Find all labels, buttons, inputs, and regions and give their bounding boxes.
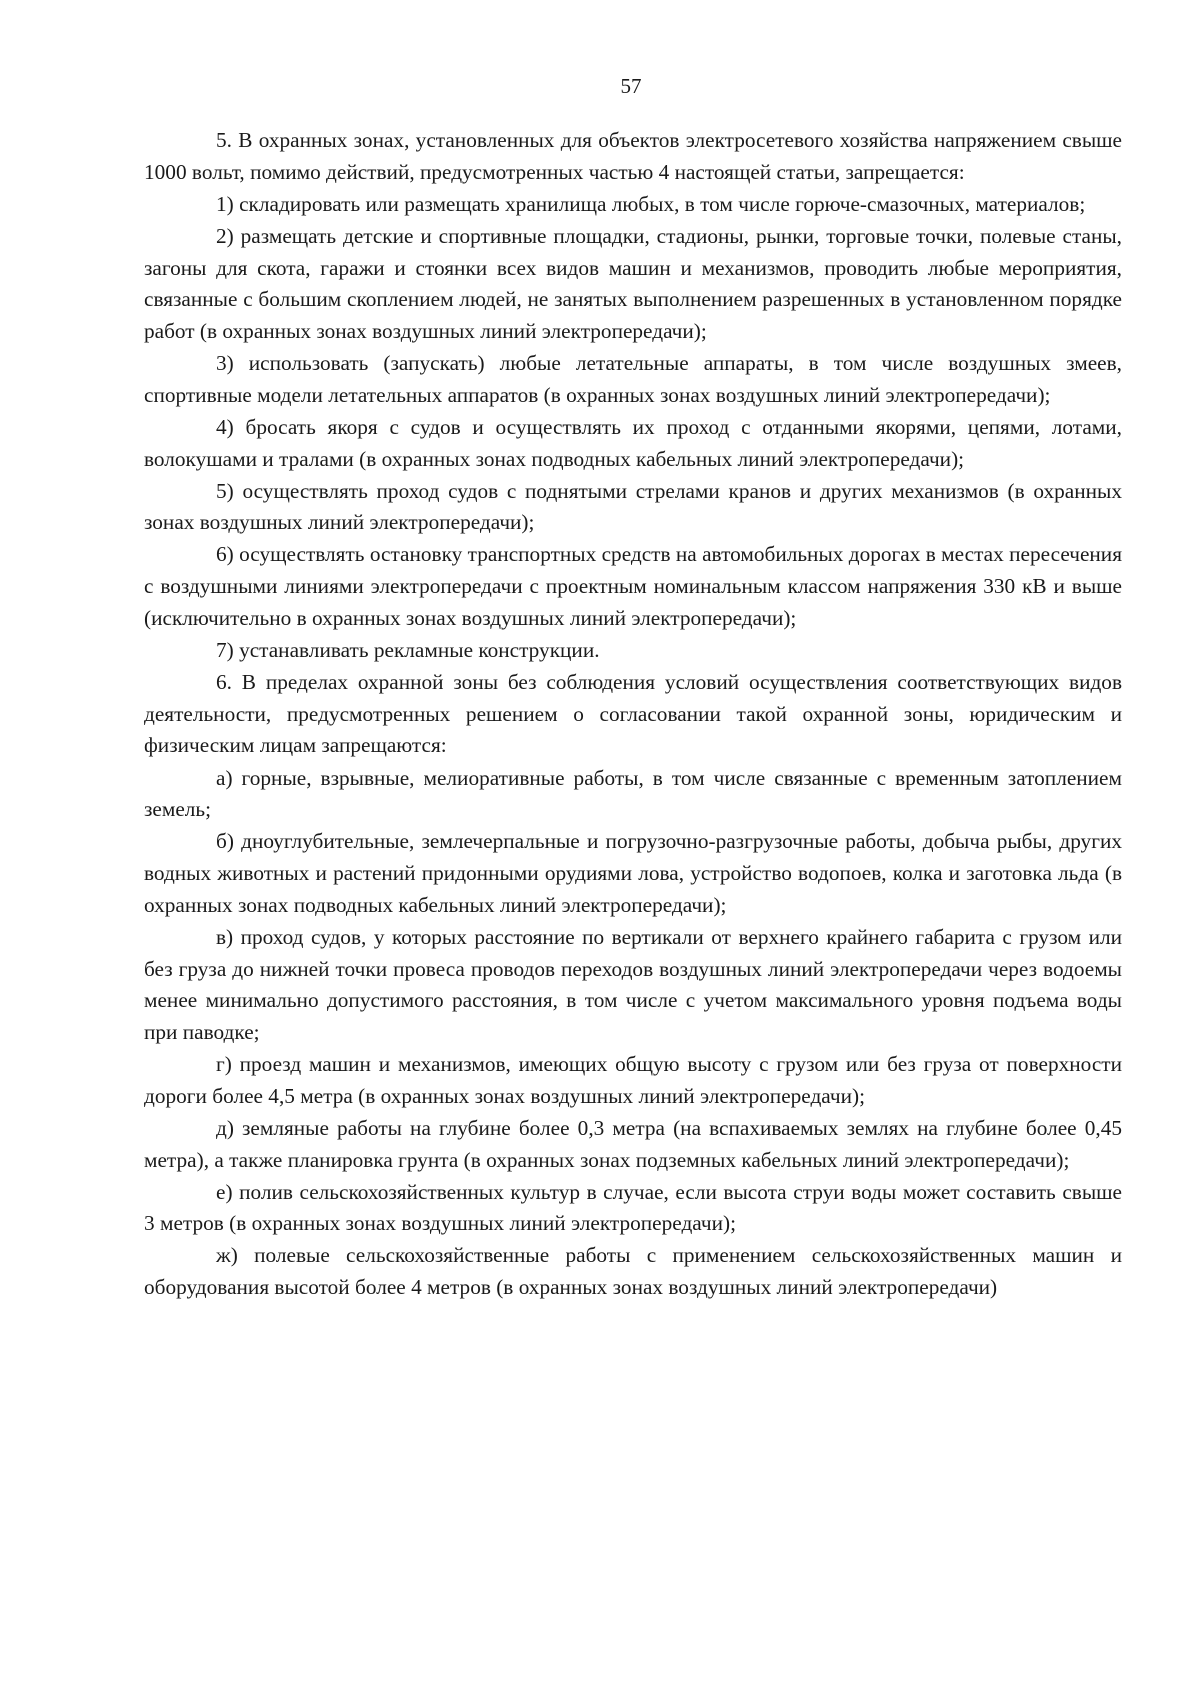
paragraph-item-3: 3) использовать (запускать) любые летательные аппараты, в том числе воздушных змеев, спортивные модели летательных аппаратов (в охранных зонах воздушных линий электропередачи); — [144, 351, 1122, 407]
paragraph-item-zh: ж) полевые сельскохозяйственные работы с применением сельскохозяйственных машин и оборудования высотой более 4 метров (в охранных зонах воздушных линий электропередачи) — [144, 1243, 1122, 1300]
paragraph-item-1: 1) складировать или размещать хранилища любых, в том числе горюче-смазочных, материалов; — [216, 191, 1086, 216]
page-number: 57 — [620, 74, 642, 98]
paragraph-item-2: 2) размещать детские и спортивные площадки, стадионы, рынки, торговые точки, полевые станы, загоны для скота, гаражи и стоянки всех видов машин и механизмов, проводить любые мероприятия, связанные с большим скоплением людей, не занятых выполнением разрешенных в установленном порядке работ (в охранных зонах воздушных линий электропередачи); — [144, 223, 1122, 343]
paragraph-item-4: 4) бросать якоря с судов и осуществлять их проход с отданными якорями, цепями, лотами, волокушами и тралами (в охранных зонах подводных кабельных линий электропередачи); — [144, 414, 1122, 471]
paragraph-item-7: 7) устанавливать рекламные конструкции. — [216, 637, 600, 662]
paragraph-5-intro: 5. В охранных зонах, установленных для объектов электросетевого хозяйства напряжением свыше 1000 вольт, помимо действий, предусмотренных частью 4 настоящей статьи, запрещается: — [144, 128, 1122, 184]
paragraph-item-v: в) проход судов, у которых расстояние по вертикали от верхнего крайнего габарита с грузом или без груза до нижней точки провеса проводов переходов воздушных линий электропередачи через водоемы менее минимально допустимого расстояния, в том числе с учетом максимального уровня подъема воды при паводке; — [144, 924, 1122, 1044]
paragraph-6-intro: 6. В пределах охранной зоны без соблюдения условий осуществления соответствующих видов деятельности, предусмотренных решением о согласовании такой охранной зоны, юридическим и физическим лицам запрещаются: — [144, 670, 1122, 758]
paragraph-item-b: б) дноуглубительные, землечерпальные и погрузочно-разгрузочные работы, добыча рыбы, других водных животных и растений придонными орудиями лова, устройство водопоев, колка и заготовка льда (в охранных зонах подводных кабельных линий электропередачи); — [144, 829, 1122, 917]
document-body — [144, 125, 1122, 1304]
paragraph-item-5: 5) осуществлять проход судов с поднятыми стрелами кранов и других механизмов (в охранных зонах воздушных линий электропередачи); — [144, 478, 1122, 535]
paragraph-item-a: а) горные, взрывные, мелиоративные работы, в том числе связанные с временным затоплением земель; — [144, 765, 1122, 822]
paragraph-item-e: е) полив сельскохозяйственных культур в случае, если высота струи воды может составить свыше 3 метров (в охранных зонах воздушных линий электропередачи); — [144, 1179, 1122, 1236]
paragraph-item-d: д) земляные работы на глубине более 0,3 метра (на вспахиваемых землях на глубине более 0,45 метра), а также планировка грунта (в охранных зонах подземных кабельных линий электропередачи); — [144, 1115, 1122, 1172]
paragraph-item-6: 6) осуществлять остановку транспортных средств на автомобильных дорогах в местах пересечения с воздушными линиями электропередачи с проектным номинальным классом напряжения 330 кВ и выше (исключительно в охранных зонах воздушных линий электропередачи); — [144, 542, 1122, 630]
paragraph-item-g: г) проезд машин и механизмов, имеющих общую высоту с грузом или без груза от поверхности дороги более 4,5 метра (в охранных зонах воздушных линий электропередачи); — [144, 1052, 1122, 1108]
